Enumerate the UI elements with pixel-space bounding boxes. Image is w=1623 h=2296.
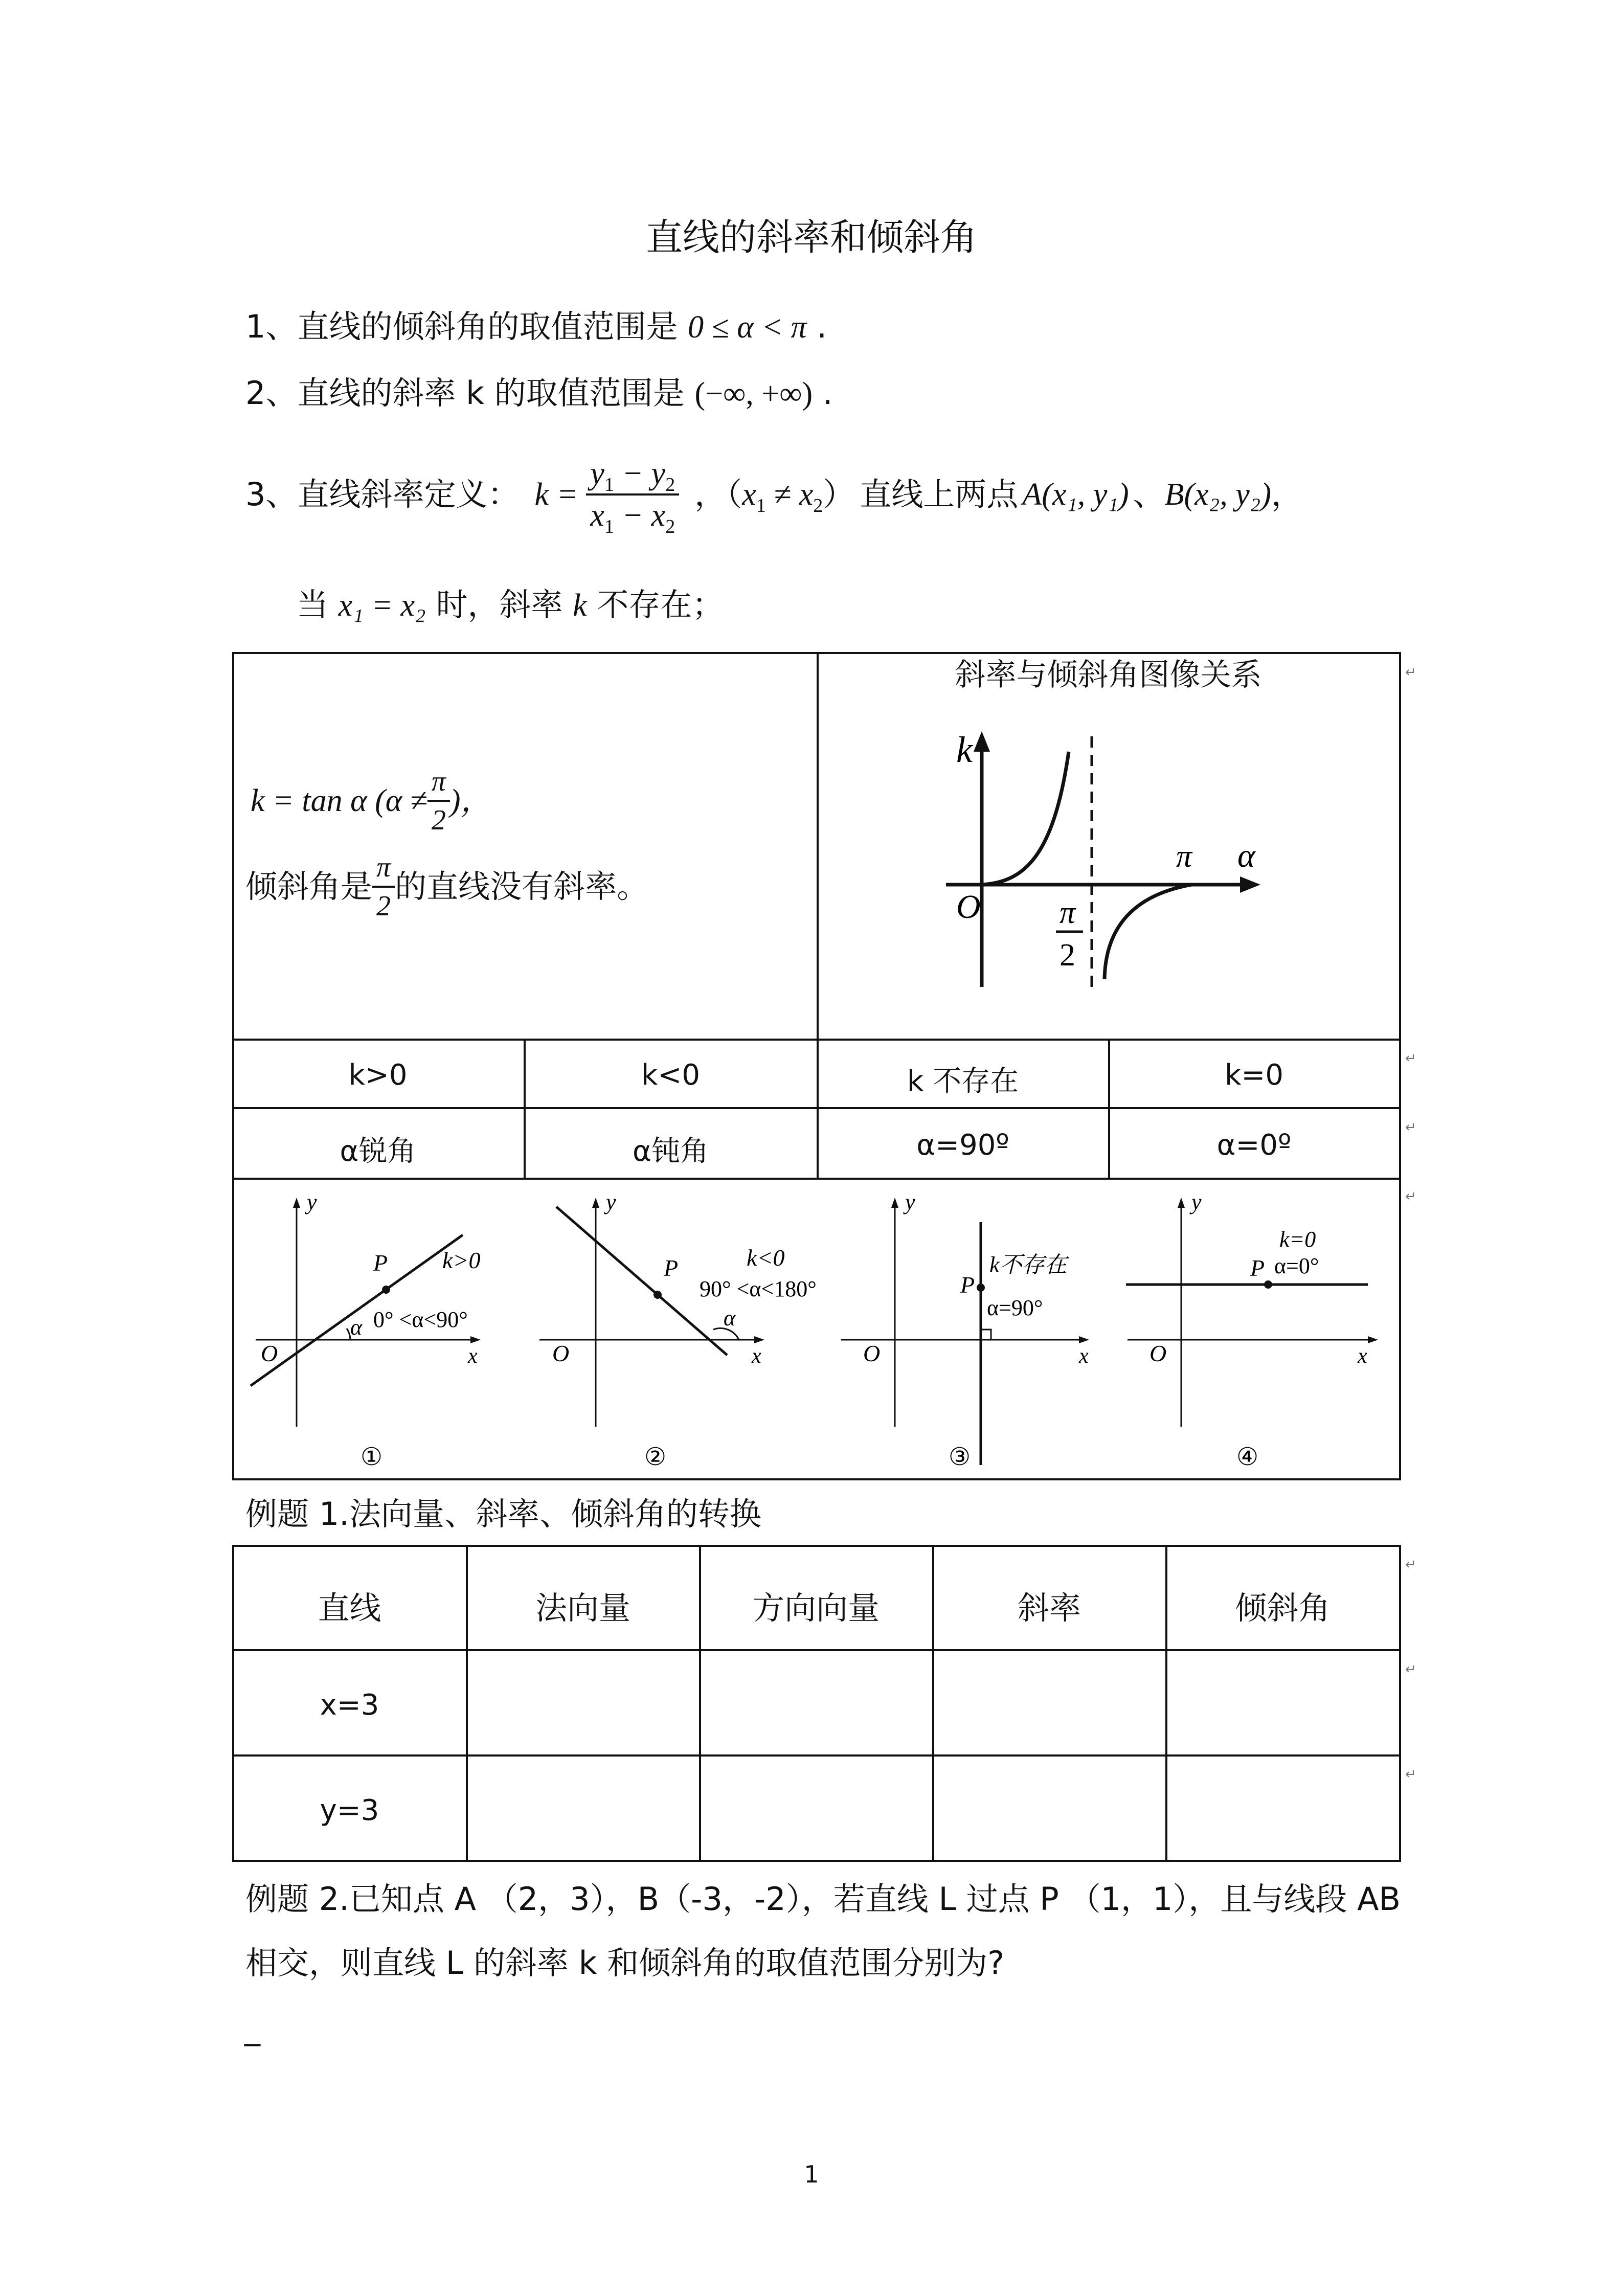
condition-close: ）	[823, 476, 855, 513]
slope-numerator: $y_1 - y_2$	[586, 458, 679, 496]
margin-mark: ↵	[1405, 1051, 1416, 1066]
svg-text:α=0°: α=0°	[1274, 1253, 1319, 1278]
point-a: A(x₁, y₁)	[1022, 477, 1129, 512]
no-slope-note	[245, 853, 648, 920]
svg-text:k<0: k<0	[747, 1245, 785, 1271]
case-right-angle: α=90º	[916, 1129, 1009, 1162]
item-4-end: 不存在；	[597, 586, 724, 623]
example-1-title: 例题 1.法向量、斜率、倾斜角的转换	[245, 1495, 761, 1533]
graph-origin-label: O	[956, 888, 981, 926]
margin-mark: ↵	[1405, 1767, 1416, 1782]
svg-text:P: P	[373, 1250, 388, 1276]
condition-math: $x_1 \ne x_2$	[742, 477, 823, 516]
page-title: 直线的斜率和倾斜角	[645, 216, 977, 259]
header-inclination: 倾斜角	[1235, 1589, 1331, 1627]
item-1-math: 0 ≤ α < π	[688, 310, 807, 345]
svg-text:O: O	[1149, 1340, 1167, 1366]
case-acute: α锐角	[340, 1135, 416, 1168]
svg-text:P: P	[664, 1255, 679, 1281]
item-1-text: 1、直线的倾斜角的取值范围是	[245, 308, 678, 345]
svg-text:O: O	[863, 1340, 881, 1366]
svg-text:α=90°: α=90°	[987, 1295, 1043, 1320]
case-k-negative: k<0	[641, 1059, 700, 1092]
tan-curve-right	[1104, 885, 1191, 979]
alpha-axis-arrow	[1240, 876, 1260, 893]
margin-mark: ↵	[1405, 1557, 1416, 1572]
page-number: 1	[804, 2160, 819, 2188]
svg-text:α: α	[724, 1305, 736, 1331]
case-k-positive: k>0	[348, 1059, 408, 1092]
header-normal-vector: 法向量	[535, 1589, 630, 1627]
condition-open: ，（	[694, 476, 742, 513]
item-4-k: k	[573, 588, 587, 623]
svg-text:O: O	[261, 1340, 278, 1366]
svg-text:P: P	[960, 1272, 975, 1298]
item-3-text2: 直线上两点	[860, 476, 1019, 513]
svg-text:x: x	[468, 1344, 478, 1368]
item-4-math: x₁ = x₂	[338, 588, 426, 623]
svg-text:α: α	[350, 1315, 363, 1340]
tan-formula-pre: k = tan α (α ≠	[251, 783, 427, 818]
svg-text:k=0: k=0	[1279, 1227, 1316, 1252]
svg-text:①: ①	[360, 1444, 383, 1471]
item-2	[245, 374, 833, 412]
item-3	[245, 456, 1303, 537]
item-4-text: 时，斜率	[436, 586, 563, 623]
row-x-equals-3: x=3	[320, 1689, 379, 1722]
svg-text:k不存在: k不存在	[989, 1252, 1067, 1277]
svg-text:y: y	[307, 1189, 317, 1214]
graph-title: 斜率与倾斜角图像关系	[955, 657, 1262, 693]
svg-text:O: O	[552, 1340, 570, 1366]
slope-k: k =	[534, 477, 578, 512]
svg-text:④: ④	[1236, 1444, 1259, 1471]
header-slope: 斜率	[1017, 1589, 1081, 1627]
item-3-text: 3、直线斜率定义：	[245, 476, 520, 513]
case-obtuse: α钝角	[633, 1135, 709, 1168]
slope-fraction	[586, 456, 679, 537]
slope-angle-graph	[920, 721, 1278, 997]
item-4-pre: 当	[297, 586, 329, 623]
header-line: 直线	[318, 1589, 381, 1627]
graph-half-pi-top: π	[1060, 895, 1076, 930]
slope-denominator: $x_1 - x_2$	[590, 498, 675, 537]
note-half-pi: $\frac{\pi}{2}$	[372, 853, 395, 920]
answer-blank: _	[244, 2009, 260, 2046]
figure-1	[251, 1189, 481, 1471]
item-3-end: ，	[1271, 476, 1303, 513]
svg-text:P: P	[1250, 1255, 1265, 1281]
point-b: B(x₂, y₂)	[1164, 477, 1271, 512]
line-figures	[235, 1181, 1396, 1478]
margin-mark: ↵	[1405, 1120, 1416, 1135]
item-2-math: (−∞, +∞)	[694, 376, 813, 411]
case-zero-angle: α=0º	[1216, 1129, 1292, 1162]
margin-mark: ↵	[1405, 1189, 1416, 1204]
k-axis-arrow	[974, 731, 990, 752]
figure-3	[841, 1189, 1089, 1471]
svg-text:③: ③	[949, 1444, 971, 1471]
example-2-line-2: 相交，则直线 L 的斜率 k 和倾斜角的取值范围分别为?	[245, 1944, 1005, 1982]
figure-4	[1126, 1189, 1378, 1471]
no-slope-note-post: 的直线没有斜率。	[395, 868, 649, 905]
graph-half-pi-bottom: 2	[1060, 938, 1075, 973]
item-4	[297, 586, 724, 623]
case-k-undefined: k 不存在	[907, 1065, 1019, 1098]
margin-mark: ↵	[1405, 665, 1416, 680]
svg-text:90° <α<180°: 90° <α<180°	[700, 1276, 817, 1301]
svg-text:y: y	[905, 1189, 915, 1214]
tan-formula-post: )，	[449, 783, 492, 818]
tan-formula	[251, 767, 492, 835]
half-pi-fraction: $\frac{\pi}{2}$	[427, 767, 450, 835]
graph-pi-label: π	[1176, 839, 1192, 874]
margin-mark: ↵	[1405, 1662, 1416, 1677]
tan-curve-left	[982, 752, 1069, 885]
graph-k-label: k	[956, 729, 973, 770]
header-direction-vector: 方向向量	[752, 1589, 880, 1627]
svg-text:k>0: k>0	[442, 1247, 481, 1273]
graph-alpha-label: α	[1237, 837, 1255, 874]
item-1-end: .	[817, 308, 827, 345]
row-y-equals-3: y=3	[320, 1794, 379, 1827]
svg-text:②: ②	[644, 1444, 667, 1471]
svg-text:x: x	[752, 1344, 761, 1368]
svg-text:x: x	[1358, 1344, 1367, 1368]
no-slope-note-pre: 倾斜角是	[245, 868, 373, 905]
item-1	[245, 308, 827, 345]
svg-text:0° <α<90°: 0° <α<90°	[373, 1307, 468, 1332]
svg-text:y: y	[606, 1189, 616, 1214]
item-2-text: 2、直线的斜率 k 的取值范围是	[245, 374, 685, 412]
svg-text:x: x	[1079, 1344, 1089, 1368]
svg-text:y: y	[1191, 1189, 1202, 1214]
figure-2	[539, 1189, 817, 1471]
case-k-zero: k=0	[1225, 1059, 1283, 1092]
example-2-line-1: 例题 2.已知点 A （2，3），B（-3，-2），若直线 L 过点 P （1，1），且与线段 AB	[245, 1880, 1401, 1918]
point-sep: 、	[1133, 476, 1165, 513]
item-2-end: .	[822, 374, 833, 412]
